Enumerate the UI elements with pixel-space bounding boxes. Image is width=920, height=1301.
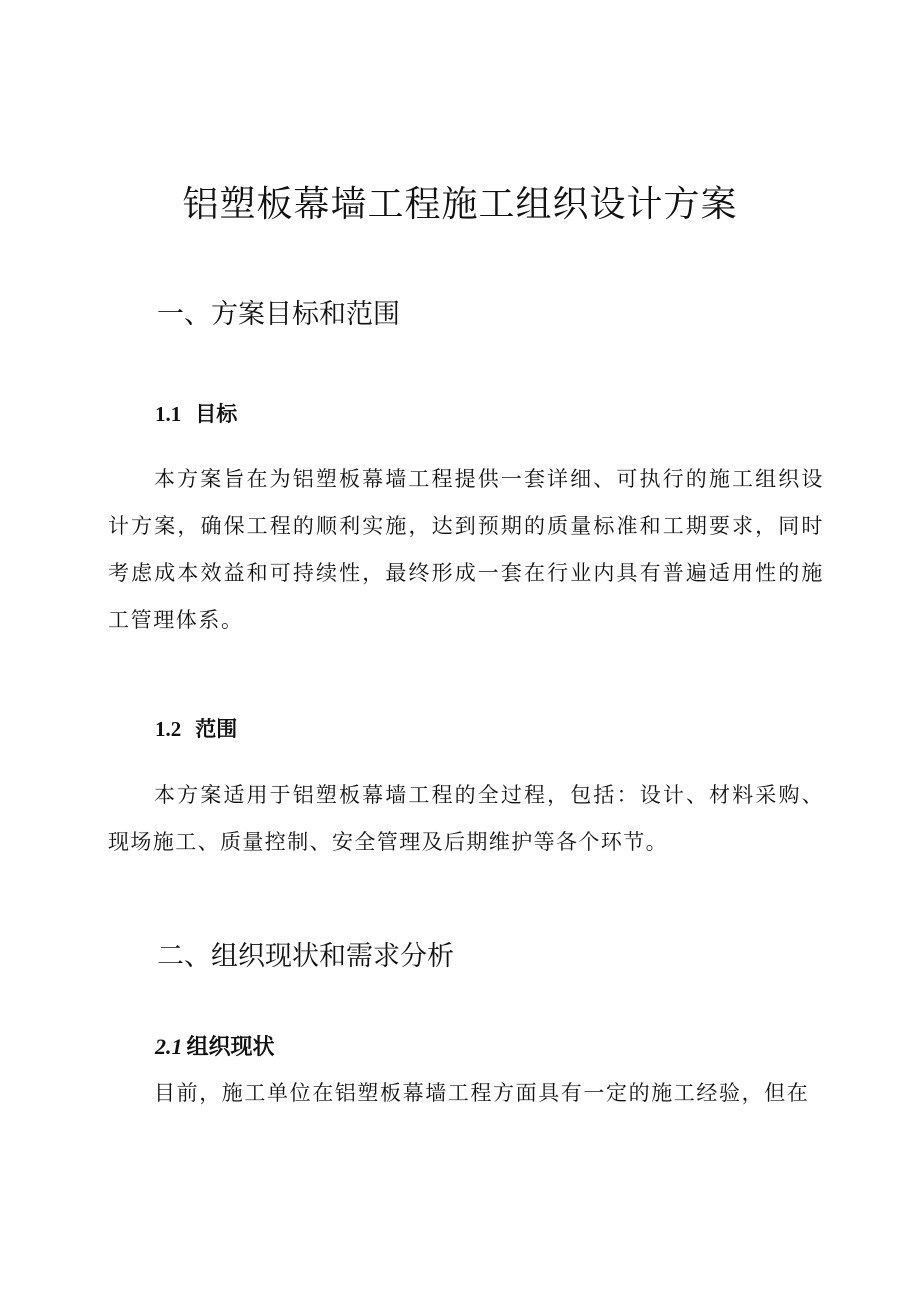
document-title: 铝塑板幕墙工程施工组织设计方案 xyxy=(182,184,738,225)
subsection-label: 范围 xyxy=(195,717,238,741)
subsection-number: 2.1 xyxy=(155,1034,183,1059)
subsection-label: 目标 xyxy=(195,402,238,426)
subsection-1-2-heading xyxy=(155,713,237,743)
subsection-1-1-heading xyxy=(155,398,237,428)
paragraph-scope: 本方案适用于铝塑板幕墙工程的全过程，包括：设计、材料采购、现场施工、质量控制、安全管理及后期维护等各个环节。 xyxy=(108,783,824,854)
subsection-number: 1.2 xyxy=(155,717,182,741)
section-1-heading: 一、方案目标和范围 xyxy=(157,299,400,330)
subsection-number: 1.1 xyxy=(155,402,182,426)
subsection-label: 组织现状 xyxy=(186,1035,275,1060)
subsection-2-1-heading xyxy=(155,1030,275,1061)
paragraph-goal: 本方案旨在为铝塑板幕墙工程提供一套详细、可执行的施工组织设计方案，确保工程的顺利实施，达到预期的质量标准和工期要求，同时考虑成本效益和可持续性，最终形成一套在行业内具有普遍适用性的施工管理体系。 xyxy=(108,467,824,632)
paragraph-current-status: 目前，施工单位在铝塑板幕墙工程方面具有一定的施工经验，但在 xyxy=(154,1081,810,1105)
section-2-heading: 二、组织现状和需求分析 xyxy=(157,941,454,972)
